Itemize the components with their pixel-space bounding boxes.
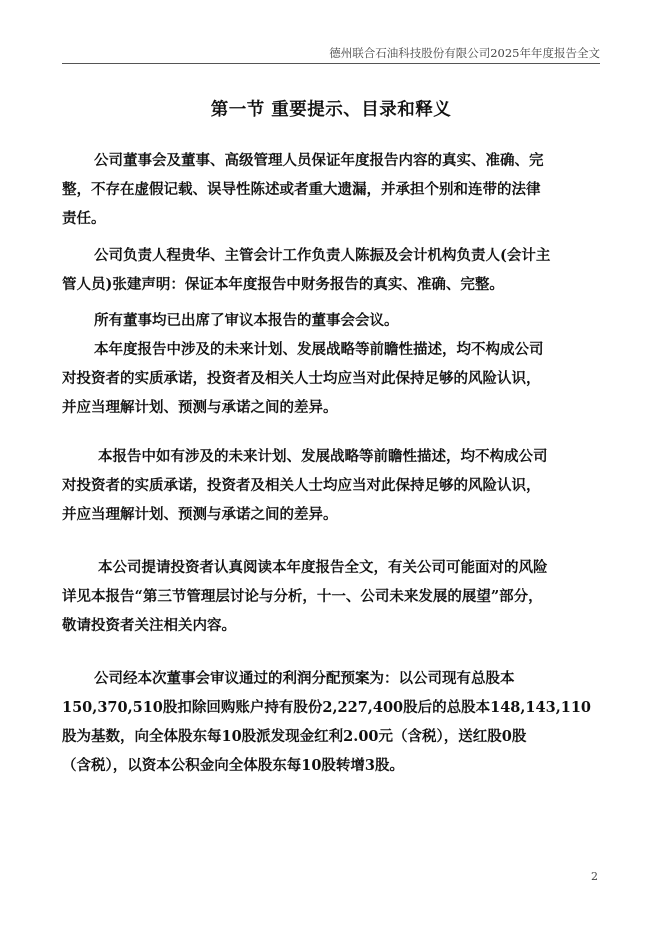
text-line: 对投资者的实质承诺，投资者及相关人士均应当对此保持足够的风险认识， (62, 477, 541, 494)
text-line: 整，不存在虚假记载、误导性陈述或者重大遗漏，并承担个别和连带的法律 (62, 181, 541, 198)
text-line: 本年度报告中涉及的未来计划、发展战略等前瞻性描述，均不构成公司 (94, 341, 544, 358)
text-line: 公司负责人程贵华、主管会计工作负责人陈振及会计机构负责人(会计主 (94, 247, 551, 264)
text-line: 敬请投资者关注相关内容。 (62, 617, 236, 634)
text-line: 本公司提请投资者认真阅读本年度报告全文，有关公司可能面对的风险 (98, 559, 548, 576)
text-line: 所有董事均已出席了审议本报告的董事会会议。 (94, 312, 399, 329)
text-line: 责任。 (62, 210, 106, 227)
text-line: 公司经本次董事会审议通过的利润分配预案为：以公司现有总股本 (94, 670, 515, 687)
paragraph-responsible-persons (62, 241, 618, 299)
text-line: 详见本报告“第三节管理层讨论与分析，十一、公司未来发展的展望”部分， (62, 588, 543, 605)
header-divider (62, 63, 600, 64)
paragraph-forward-looking-repeat (62, 442, 618, 529)
text-line: 管人员)张建声明：保证本年度报告中财务报告的真实、准确、完整。 (62, 276, 504, 293)
running-header: 德州联合石油科技股份有限公司2025年年度报告全文 (329, 46, 600, 60)
text-line: 并应当理解计划、预测与承诺之间的差异。 (62, 399, 338, 416)
text-line: 并应当理解计划、预测与承诺之间的差异。 (62, 506, 338, 523)
page-number: 2 (591, 870, 598, 883)
text-line: 150,370,510股扣除回购账户持有股份2,227,400股后的总股本148,143,110 (62, 699, 592, 716)
paragraph-forward-looking (62, 335, 618, 422)
text-line: （含税），以资本公积金向全体股东每10股转增3股。 (62, 757, 405, 774)
paragraph-profit-distribution (62, 664, 618, 780)
text-line: 公司董事会及董事、高级管理人员保证年度报告内容的真实、准确、完 (94, 152, 544, 169)
text-line: 股为基数，向全体股东每10股派发现金红利2.00元（含税），送红股0股 (62, 728, 527, 745)
section-title: 第一节 重要提示、目录和释义 (210, 100, 452, 120)
paragraph-risk-notice (62, 553, 618, 640)
paragraph-board-attendance (62, 306, 618, 335)
paragraph-directors-guarantee (62, 146, 618, 233)
text-line: 对投资者的实质承诺，投资者及相关人士均应当对此保持足够的风险认识， (62, 370, 541, 387)
text-line: 本报告中如有涉及的未来计划、发展战略等前瞻性描述，均不构成公司 (98, 448, 548, 465)
